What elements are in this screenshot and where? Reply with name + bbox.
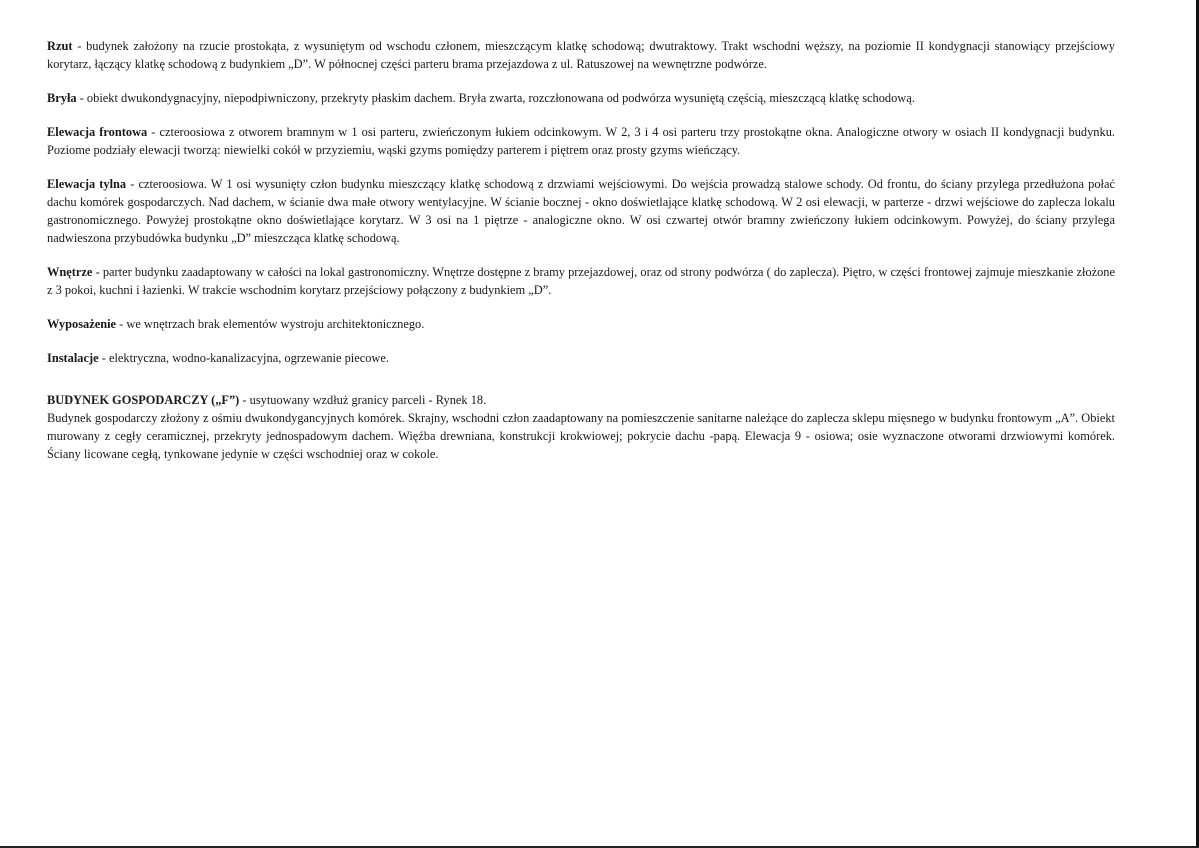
- text-elewacja-frontowa: - czteroosiowa z otworem bramnym w 1 osi parteru, zwieńczonym łukiem odcinkowym. W 2, 3 i 4 osi parteru trzy prostokątne okna. Analogiczne otwory w osiach II kondygnacji budynku. Poziome podziały elewacji tworzą: niewielki cokół w przyziemiu, wąski gzyms pomiędzy parterem i piętrem oraz prosty gzyms wieńczący.: [47, 125, 1115, 157]
- text-budynek-f-description: Budynek gospodarczy złożony z ośmiu dwukondygancyjnych komórek. Skrajny, wschodni człon zaadaptowany na pomieszczenie sanitarne należące do zaplecza sklepu mięsnego w budynku frontowym „A”. Obiekt murowany z cegły ceramicznej, przekryty jednospadowym dachem. Więźba drewniana, konstrukcji krokwiowej; pokrycie dachu -papą. Elewacja 9 - osiowa; osie wyznaczone otworami drzwiowymi komórek. Ściany licowane cegłą, tynkowane jedynie w części wschodniej oraz w cokole.: [47, 411, 1115, 461]
- label-bryla: Bryła: [47, 91, 77, 105]
- label-elewacja-frontowa: Elewacja frontowa: [47, 125, 148, 139]
- paragraph-wyposazenie: [47, 315, 1115, 333]
- label-rzut: Rzut: [47, 39, 73, 53]
- heading-budynek-f: [47, 391, 1115, 409]
- text-rzut: - budynek założony na rzucie prostokąta, z wysuniętym od wschodu członem, mieszczącym klatkę schodową; dwutraktowy. Trakt wschodni węższy, na poziomie II kondygnacji stanowiący przejściowy korytarz, łączący klatkę schodową z budynkiem „D”. W północnej części parteru brama przejazdowa z ul. Ratuszowej na wewnętrzne podwórze.: [47, 39, 1115, 71]
- text-instalacje: - elektryczna, wodno-kanalizacyjna, ogrzewanie piecowe.: [98, 351, 389, 365]
- document-body: [47, 37, 1115, 479]
- paragraph-elewacja-tylna: [47, 175, 1115, 247]
- paragraph-budynek-f-description: [47, 409, 1115, 463]
- text-elewacja-tylna: - czteroosiowa. W 1 osi wysunięty człon budynku mieszczący klatkę schodową z drzwiami wejściowymi. Do wejścia prowadzą stalowe schody. Od frontu, do ściany przylega przedłużona połać dachu komórek gospodarczych. Nad dachem, w ścianie dwa małe otwory wentylacyjne. W ścianie bocznej - okno doświetlające klatkę schodową. W 2 osi elewacji, w parterze - drzwi wejściowe do zaplecza lokalu gastronomicznego. Powyżej prostokątne okno doświetlające korytarz. W 3 osi na 1 piętrze - analogiczne okno. W osi czwartej otwór bramny zwieńczony łukiem odcinkowym. Powyżej, do ściany przylega nadwieszona przybudówka budynku „D” mieszcząca klatkę schodową.: [47, 177, 1115, 245]
- text-wyposazenie: - we wnętrzach brak elementów wystroju architektonicznego.: [116, 317, 425, 331]
- text-bryla: - obiekt dwukondygnacyjny, niepodpiwniczony, przekryty płaskim dachem. Bryła zwarta, rozczłonowana od podwórza wysuniętą częścią, mieszczącą klatkę schodową.: [76, 91, 915, 105]
- label-budynek-f: BUDYNEK GOSPODARCZY („F”): [47, 393, 240, 407]
- text-budynek-f: - usytuowany wzdłuż granicy parceli - Rynek 18.: [239, 393, 487, 407]
- paragraph-wnetrze: [47, 263, 1115, 299]
- text-wnetrze: - parter budynku zaadaptowany w całości na lokal gastronomiczny. Wnętrze dostępne z bramy przejazdowej, oraz od strony podwórza ( do zaplecza). Piętro, w części frontowej zajmuje mieszkanie złożone z 3 pokoi, kuchni i łazienki. W trakcie wschodnim korytarz przejściowy połączony z budynkiem „D”.: [47, 265, 1115, 297]
- paragraph-instalacje: [47, 349, 1115, 367]
- paragraph-bryla: [47, 89, 1115, 107]
- paragraph-rzut: [47, 37, 1115, 73]
- label-instalacje: Instalacje: [47, 351, 99, 365]
- label-elewacja-tylna: Elewacja tylna: [47, 177, 127, 191]
- label-wnetrze: Wnętrze: [47, 265, 93, 279]
- paragraph-elewacja-frontowa: [47, 123, 1115, 159]
- label-wyposazenie: Wyposażenie: [47, 317, 117, 331]
